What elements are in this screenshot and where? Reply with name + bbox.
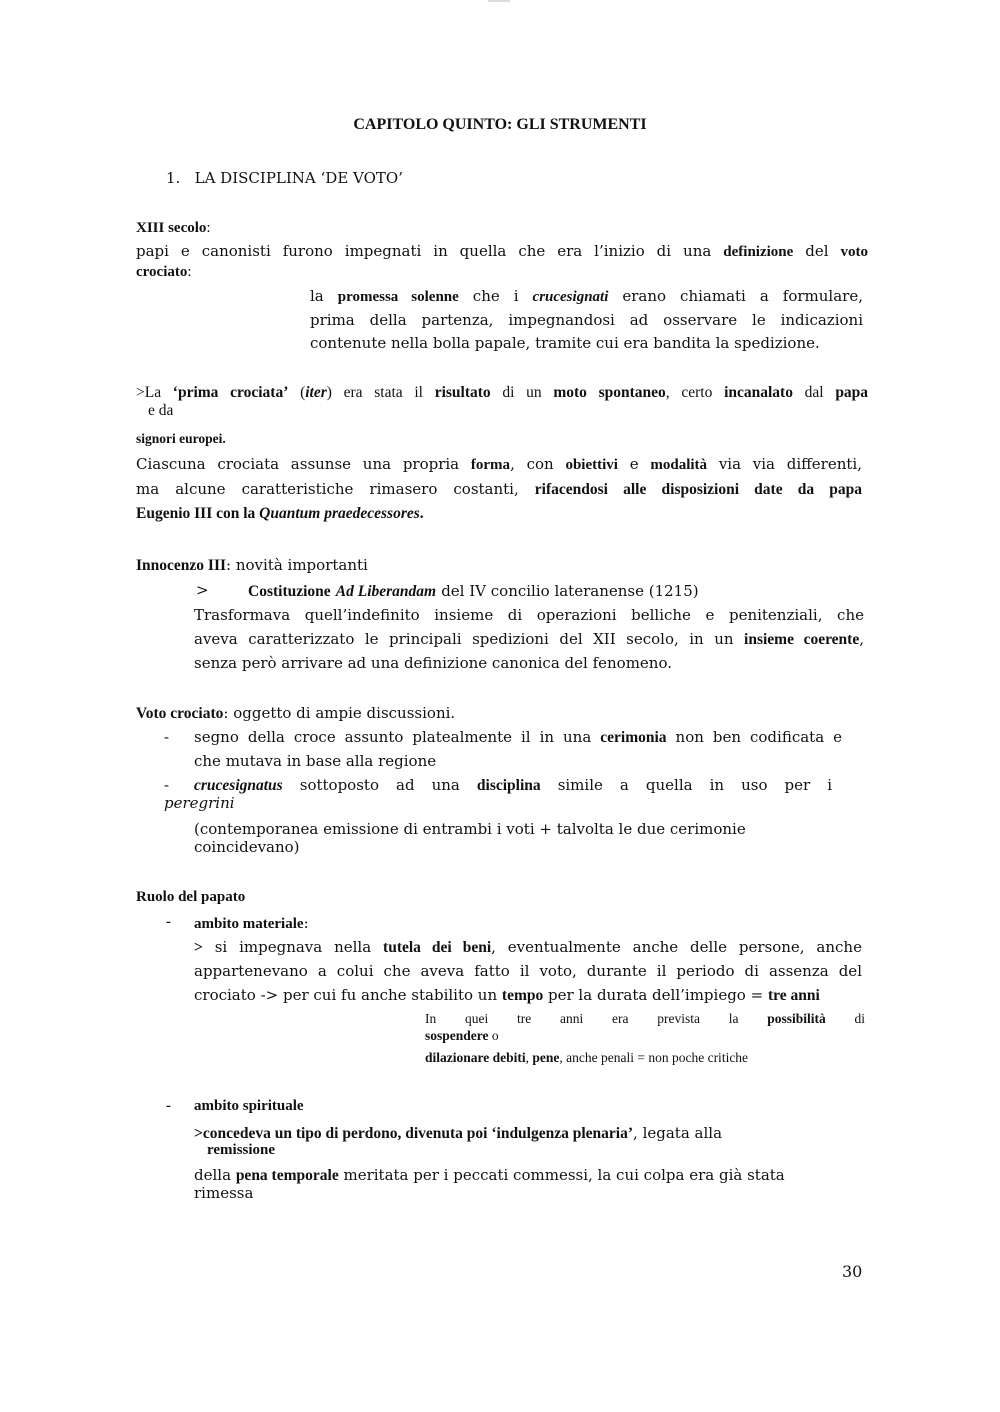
text-run: meritata per i peccati commessi, la cui colpa era già stata [343, 1166, 785, 1184]
bold-eugenio: Eugenio III con la [136, 505, 256, 522]
text-run: (contemporanea emissione di entrambi i voti + talvolta le due cerimonie [194, 820, 746, 838]
text-run: - [164, 776, 170, 794]
bold-costituzione: Costituzione [248, 583, 331, 600]
text-run: ) era stata il [326, 384, 423, 401]
text-run: sottoposto ad una [299, 776, 460, 794]
ruolo-materiale-line-1 [194, 939, 862, 957]
text-run: che i [472, 287, 519, 305]
chapter-title-text: CAPITOLO QUINTO: GLI STRUMENTI [353, 116, 647, 133]
text-run: , [859, 630, 864, 648]
text-run: ma alcune caratteristiche rimasero costanti, [136, 480, 519, 498]
innocenzo-costituzione [248, 582, 699, 601]
ruolo-note-line-2 [425, 1028, 499, 1044]
bold-cerimonia: cerimonia [600, 729, 667, 746]
voto-bullet-2 [194, 777, 832, 795]
text-run: : [303, 914, 309, 932]
bold-prima-crociata: ‘prima crociata’ [172, 384, 289, 401]
text-run: della [194, 1166, 232, 1184]
text-run: Ciascuna crociata assunse una propria [136, 455, 460, 473]
section-number: 1. [166, 169, 181, 187]
bold-obiettivi: obiettivi [565, 457, 618, 473]
text-run: e [629, 455, 639, 473]
xiii-indent-1 [310, 288, 863, 306]
voto-bullet-1 [194, 729, 842, 747]
text-run: via via differenti, [718, 455, 862, 473]
top-header-mark [488, 0, 510, 2]
text-run: In quei tre anni era prevista la [425, 1011, 739, 1026]
text-run: , [525, 1050, 530, 1065]
xiii-line-1 [136, 243, 868, 261]
ruolo-note-line-1 [425, 1011, 865, 1027]
bold-tutela: tutela dei beni [383, 939, 492, 956]
bold-disciplina: disciplina [476, 777, 541, 794]
xiii-heading [136, 220, 211, 237]
text-run: prima della partenza, impegnandosi ad osservare le indicazioni [310, 311, 863, 329]
bold-pene: pene [532, 1050, 560, 1065]
text-run: rimessa [194, 1184, 254, 1202]
chapter-title [0, 116, 1000, 134]
ruolo-spirituale-heading [194, 1098, 304, 1115]
page-number-text: 30 [842, 1262, 863, 1281]
innocenzo-heading [136, 556, 368, 575]
bold-modalita: modalità [650, 457, 708, 473]
ruolo-spirituale-line-1b [207, 1142, 275, 1159]
text-run: la [310, 287, 324, 305]
ruolo-spirituale-line-3 [194, 1185, 253, 1202]
bold-dilazionare: dilazionare debiti [425, 1050, 526, 1065]
text-run: - [166, 1098, 171, 1114]
bold-insieme-coerente: insieme coerente [744, 631, 860, 648]
section-title: LA DISCIPLINA ‘DE VOTO’ [194, 169, 403, 187]
text-run: che mutava in base alla regione [194, 752, 437, 770]
text-run: di [854, 1011, 866, 1026]
bold-moto-spontaneo: moto spontaneo [553, 384, 666, 401]
text-run: o [491, 1028, 499, 1043]
text-run: appartenevano a colui che aveva fatto il voto, durante il periodo di assenza del [194, 962, 862, 980]
bold-signori: signori europei. [136, 431, 226, 446]
bold-concedeva: >concedeva un tipo di perdono, divenuta poi ‘indulgenza plenaria’ [194, 1125, 634, 1142]
bold-tempo: tempo [501, 987, 544, 1004]
bold-voto: voto [840, 244, 868, 260]
voto-bullet-1b [194, 753, 436, 770]
voto-bullet-2c [194, 821, 746, 838]
ruolo-materiale-heading [194, 914, 309, 933]
text-run: segno della croce assunto platealmente il in una [194, 728, 592, 746]
bold-remissione: remissione [207, 1142, 276, 1158]
voto-heading [136, 704, 455, 723]
ruolo-spirituale-line-2 [194, 1167, 785, 1185]
text-run: erano chiamati a formulare, [622, 287, 863, 305]
text-run: , anche penali = non poche critiche [559, 1050, 749, 1065]
prima-para-1 [136, 456, 862, 474]
text-run: simile a quella in uso per i [557, 776, 832, 794]
xiii-indent-2 [310, 312, 863, 329]
text-run: : novità importanti [226, 556, 368, 574]
ruolo-materiale-line-2 [194, 963, 862, 980]
text-run: del IV concilio lateranense (1215) [441, 582, 699, 600]
text-run: Trasformava quell’indefinito insieme di operazioni belliche e penitenziali, che [194, 606, 864, 624]
ruolo-spirituale-dash [166, 1098, 171, 1115]
innocenzo-heading-label: Innocenzo III [136, 557, 227, 574]
text-run: non ben codificata e [675, 728, 842, 746]
bold-ad-liberandam: Ad Liberandam [335, 583, 437, 600]
bold-crociato: crociato [136, 264, 188, 280]
text-run: . [419, 505, 424, 522]
text-run: ( [300, 384, 306, 401]
prima-para-2 [136, 481, 862, 499]
ruolo-spirituale-line-1 [194, 1124, 722, 1143]
voto-bullet-2d [194, 839, 300, 856]
bold-arrow: > [194, 939, 203, 956]
text-run: >La [136, 384, 162, 401]
prima-line-2 [136, 431, 226, 447]
voto-heading-label: Voto crociato [136, 705, 224, 722]
innocenzo-line-1 [194, 607, 864, 624]
xiii-line-2 [136, 264, 192, 281]
bold-definizione: definizione [723, 244, 794, 260]
xiii-heading-colon: : [206, 220, 211, 236]
text-run: , con [510, 455, 554, 473]
text-run: , certo [665, 384, 713, 401]
page-number [842, 1263, 862, 1281]
bold-forma: forma [470, 457, 511, 473]
text-run: , eventualmente anche delle persone, anche [491, 938, 862, 956]
bold-ambito-materiale: ambito materiale [194, 916, 304, 932]
bold-possibilita: possibilità [767, 1011, 826, 1026]
bold-iter: iter [305, 384, 327, 401]
text-run: senza però arrivare ad una definizione canonica del fenomeno. [194, 654, 673, 672]
text-run: di un [502, 384, 542, 401]
prima-line-1 [136, 384, 868, 402]
ruolo-materiale-line-3 [194, 987, 820, 1005]
prima-para-3 [136, 505, 424, 523]
text-run: crociato -> per cui fu anche stabilito un [194, 986, 498, 1004]
bold-ambito-spirituale: ambito spirituale [194, 1098, 304, 1114]
text-run: > [196, 581, 209, 599]
text-run: del [805, 242, 829, 260]
xiii-indent-3 [310, 335, 820, 352]
bold-rifacendosi: rifacendosi alle disposizioni date da papa [534, 481, 862, 498]
text-run: papi e canonisti furono impegnati in quella che era l’inizio di una [136, 242, 712, 260]
bold-papa: papa [835, 384, 869, 401]
innocenzo-line-3 [194, 655, 672, 672]
bold-pena-temporale: pena temporale [235, 1167, 339, 1184]
text-run: e da [148, 402, 174, 419]
text-run: si impegnava nella [214, 938, 372, 956]
innocenzo-line-2 [194, 631, 864, 649]
bold-crucesignatus: crucesignatus [194, 777, 283, 794]
bold-sospendere: sospendere [425, 1028, 489, 1043]
text-run: - [164, 728, 170, 746]
text-run: , legata alla [633, 1124, 723, 1142]
text-run: coincidevano) [194, 838, 300, 856]
ruolo-note-line-3 [425, 1050, 748, 1066]
voto-bullet-2b [164, 795, 235, 812]
bold-risultato: risultato [434, 384, 491, 401]
bold-quantum: Quantum praedecessores [259, 505, 420, 522]
ruolo-heading-label: Ruolo del papato [136, 889, 246, 905]
xiii-heading-label: XIII secolo [136, 220, 207, 236]
ruolo-heading [136, 889, 245, 906]
text-run: dal [804, 384, 824, 401]
bold-promessa: promessa solenne [337, 289, 459, 305]
bold-tre-anni: tre anni [767, 987, 820, 1004]
bold-incanalato: incanalato [724, 384, 793, 401]
text-run: contenute nella bolla papale, tramite cui era bandita la spedizione. [310, 334, 820, 352]
voto-bullet-2-dash [164, 777, 169, 794]
text-run: : oggetto di ampie discussioni. [223, 704, 456, 722]
text-run: peregrini [164, 794, 235, 812]
text-run: : [187, 264, 192, 280]
innocenzo-arrow [196, 582, 209, 599]
text-run: per la durata dell’impiego = [548, 986, 764, 1004]
voto-bullet-1-dash [164, 729, 169, 746]
ruolo-materiale-dash [166, 914, 171, 931]
prima-line-1b [148, 402, 173, 420]
text-run: aveva caratterizzato le principali spedizioni del XII secolo, in un [194, 630, 734, 648]
bold-crucesignati: crucesignati [532, 289, 609, 305]
section-heading [166, 170, 403, 187]
text-run: - [166, 914, 171, 930]
